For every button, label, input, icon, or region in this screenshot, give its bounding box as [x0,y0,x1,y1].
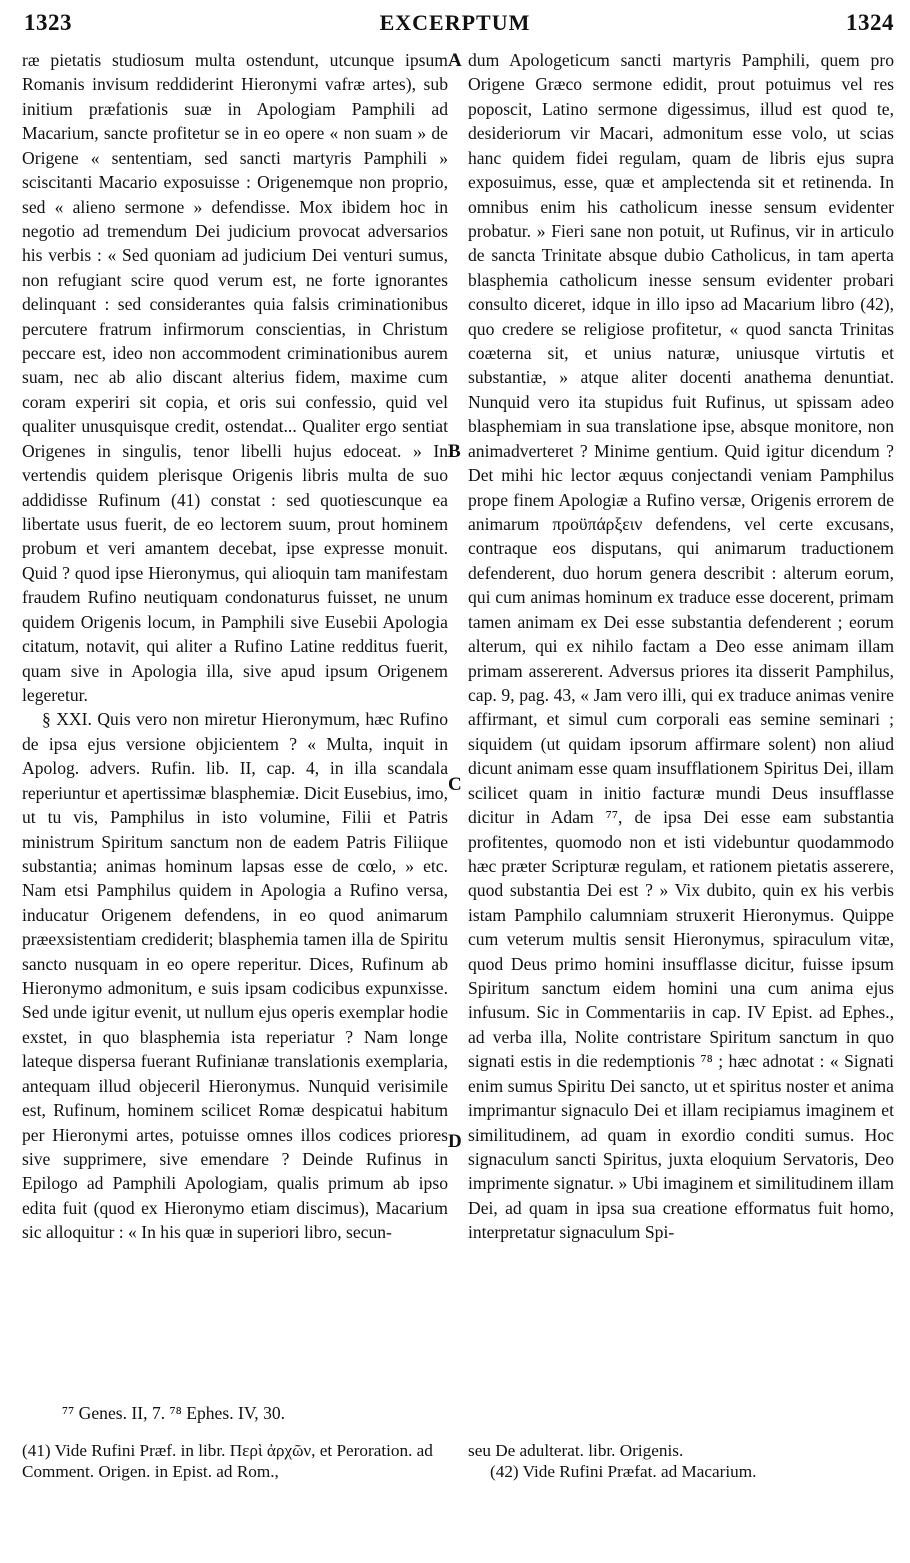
margin-marker-d: D [448,1131,462,1152]
left-text-column [22,48,448,1245]
left-column-number: 1323 [24,10,72,35]
right-column-number: 1324 [846,10,894,35]
right-paragraph-1: dum Apologeticum sancti martyris Pamphili, quem pro Origene Græco sermone edidit, prout potuimus vel res poposcit, Latino sermone digessimus, illud est quod te, desideriorum vir Macari, admonitum esse volo, ut scias hanc quidem fidei regulam, quam de libris ejus supra exposuimus, esse, quæ et amplectenda sit et retinenda. In omnibus enim his catholicum inesse sensum evidenter probatur. » Fieri sane non potuit, ut Rufinus, vir in articulo de sancta Trinitate absque dubio Catholicus, in tam aperta blasphemia catholicum inesse sensum evidenter probari consulto diceret, idque in illo ipso ad Macarium libro (42), quo credere se religiose profitetur, « quod sancta Trinitas coæterna sit, et unius naturæ, uniusque virtutis et substantiæ, » atque aliter docenti anathema denuntiat. Nunquid vero ita stupidus fuit Rufinus, ut spissam adeo blasphemiam in sua translatione ipse, absque monitore, non animadverteret ? Minime gentium. Quid igitur dicendum ? Det mihi hic lector æquus conjectandi veniam Pamphilus prope finem Apologiæ a Rufino versæ, Origenis errorem de animarum προϋπάρξειν defendens, vel certe excusans, contraque eos disputans, qui animarum traductionem defenderent, duo horum genera describit : alterum eorum, qui cum animas hominum ex traduce esse docerent, primam tamen animam ex Dei esse substantia defenderent ; eorum alterum, qui ex nihilo factam a Deo esse animam illam primam assererent. Adversus priores ita disserit Pamphilus, cap. 9, pag. 43, « Jam vero illi, qui ex traduce animas venire affirmant, et simul cum corporali eas semine seminari ; siquidem (ut quidam ipsorum affirmare solent) non aliud dicunt animam esse quam insufflationem Spiritus Dei, illam scilicet quam in initio facturæ mundi Deus insufflasse dicitur in Adam ⁷⁷, de ipsa Dei esse eam substantia profitentes, quomodo non et isti videbuntur quodammodo hæc præter Scripturæ regulam, et rationem pietatis asserere, quod substantia Dei est ? » Vix dubito, quin ex his verbis istam Pamphilo calumniam struxerit Hieronymus. Quippe cum veterum multis sensit Hieronymus, spiraculum vitæ, quod Deus primo homini insufflasse dicitur, fuisse ipsum Spiritum sanctum eidem homini una cum anima ejus infusum. Sic in Commentariis in cap. IV Epist. ad Ephes., ad verba illa, Nolite contristare Spiritum sanctum in quo signati estis in die redemptionis ⁷⁸ ; hæc adnotat : « Signati enim sumus Spiritu Dei sancto, ut et spiritus noster et anima imprimantur signaculo Dei et illam recipiamus imaginem et similitudinem, ad quam in exordio conditi sumus. Hoc signaculum sancti Spiritus, juxta eloquium Servatoris, Deo imprimente signatur. » Ubi imaginem et similitudinem illam Dei, ad quam in ipsa sua creatione efformatus fuit homo, interpretatur signaculum Spi- [468,50,894,1243]
footnote-42-block [468,1440,894,1482]
right-text-column [468,48,894,1245]
scripture-footnotes: ⁷⁷ Genes. II, 7. ⁷⁸ Ephes. IV, 30. [62,1403,286,1423]
footnote-42-text: (42) Vide Rufini Præfat. ad Macarium. [490,1462,757,1481]
margin-marker-a: A [448,50,462,71]
footnote-41-continuation: seu De adulterat. libr. Origenis. [468,1441,684,1460]
margin-marker-b: B [448,441,461,462]
margin-marker-c: C [448,774,462,795]
running-title: EXCERPTUM [379,10,531,35]
footnote-41 [22,1440,448,1482]
left-paragraph-1: ræ pietatis studiosum multa ostendunt, utcunque ipsum Romanis invisum reddiderint Hieronymi vafræ artes), sub initium præfationis suæ in Apologiam Pamphili ad Macarium, sancte profitetur se in eo opere « non suam » de Origene « sententiam, sed sancti martyris Pamphili » sciscitanti Macario exposuisse : Origenemque non proprio, sed « alieno sermone » defendisse. Mox ibidem hoc in negotio ad tremendum Dei judicium provocat adversarios his verbis : « Sed quoniam ad judicium Dei venturi sumus, non refugiant scire quod verum est, ne forte ignorantes delinquant : sed considerantes quia falsis criminationibus percutere fratrum infirmorum conscientias, in Christum peccare est, ideo non accommodent criminationibus aurem suam, nec ab alio discant alterius fidem, maxime cum coram experiri sit copia, et oris sui confessio, quid vel qualiter unusquisque credit, ostendat... Qualiter ergo sentiat Origenes in singulis, tenor libelli hujus edoceat. » In vertendis quidem plerisque Origenis libris multa de suo addidisse Rufinum (41) constat : sed quotiescunque ea libertate usus fuerit, de eo lectorem suum, prout hominem probum et veri amantem decebat, ipse expresse monuit. Quid ? quod ipse Hieronymus, qui alioquin tam manifestam fraudem Rufino neutiquam condonaturus fuisset, ne unum quidem Origenis locum, in Pamphili sive Eusebii Apologia citatum, notavit, qui aliter a Rufino Latine redditus fuerit, quam sive in Apologia illa, sive apud ipsum Origenem legeretur. [22,50,448,705]
left-paragraph-2: § XXI. Quis vero non miretur Hieronymum, hæc Rufino de ipsa ejus versione objicientem ? « Multa, inquit in Apolog. advers. Rufin. lib. II, cap. 4, in illa scandala reperiuntur et apertissimæ blasphemiæ. Dicit Eusebius, imo, ut tu vis, Pamphilus in isto volumine, Filii et Patris ministrum Spiritum sanctum non de eadem Patris Filiique substantia; animas hominum lapsas esse de cœlo, » etc. Nam etsi Pamphilus quidem in Apologia a Rufino versa, inducatur Origenem defendens, in eo quod animarum præexsistentiam crediderit; blasphemia tamen illa de Spiritu sancto nusquam in eo opere reperitur. Dices, Rufinum ab Hieronymo admonitum, e suis ipsam codicibus expunxisse. Sed unde igitur evenit, ut nullum ejus operis exemplar hodie exstet, in quo blasphemia ista reperiatur ? Nam longe lateque dispersa fuerant Rufinianæ translationis exemplaria, antequam illud objeceril Hieronymus. Nunquid verisimile est, Rufinum, hominem scilicet Romæ despicatui habitum per Hieronymi artes, potuisse omnes illos codices priores sive supprimere, sive emendare ? Deinde Rufinus in Epilogo ad Pamphili Apologiam, qualis primum ab ipso edita fuit (quod ex Hieronymo etiam discimus), Macarium sic alloquitur : « In his quæ in superiori libro, secun- [22,709,448,1243]
footnote-41-text: (41) Vide Rufini Præf. in libr. Περὶ ἀρχῶν, et Peroration. ad Comment. Origen. in Epist. ad Rom., [22,1441,433,1481]
page-header [0,4,910,44]
